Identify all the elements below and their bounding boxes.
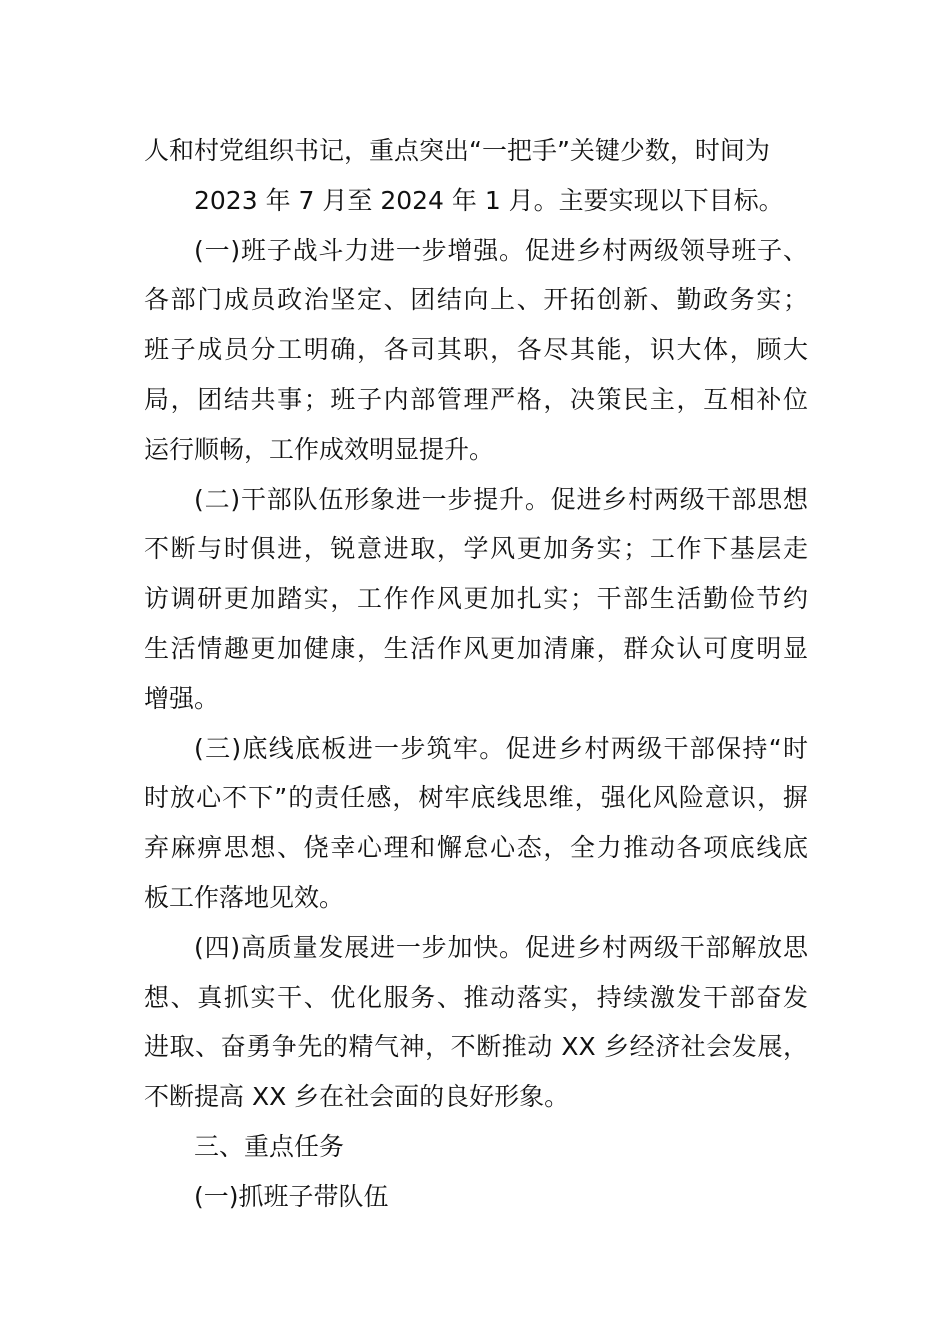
text-line: 不断提高 XX 乡在社会面的良好形象。 <box>144 1082 570 1112</box>
text-line: 班子成员分工明确，各司其职，各尽其能，识大体，顾大 <box>144 335 808 365</box>
text-line: 想、真抓实干、优化服务、推动落实，持续激发干部奋发 <box>144 982 808 1012</box>
text-line: 板工作落地见效。 <box>144 882 345 912</box>
text-line: 不断与时俱进，锐意进取，学风更加务实；工作下基层走 <box>144 534 808 564</box>
text-line: 2023 年 7 月至 2024 年 1 月。主要实现以下目标。 <box>194 185 784 215</box>
text-line: 增强。 <box>144 683 220 713</box>
subsection-heading: (一)抓班子带队伍 <box>194 1181 389 1211</box>
text-line: 弃麻痹思想、侥幸心理和懈怠心态，全力推动各项底线底 <box>144 833 808 863</box>
text-line: 访调研更加踏实，工作作风更加扎实；干部生活勤俭节约 <box>144 584 808 614</box>
text-line: (二)干部队伍形象进一步提升。促进乡村两级干部思想 <box>194 484 808 514</box>
text-line: 时放心不下”的责任感，树牢底线思维，强化风险意识，摒 <box>144 783 808 813</box>
document-body <box>144 126 808 1222</box>
text-line: (三)底线底板进一步筑牢。促进乡村两级干部保持“时 <box>194 733 808 763</box>
section-heading: 三、重点任务 <box>194 1131 345 1161</box>
text-line: (四)高质量发展进一步加快。促进乡村两级干部解放思 <box>194 932 808 962</box>
text-line: 人和村党组织书记，重点突出“一把手”关键少数，时间为 <box>144 136 770 165</box>
text-line: 各部门成员政治坚定、团结向上、开拓创新、勤政务实； <box>144 285 808 315</box>
text-line: 局，团结共事；班子内部管理严格，决策民主，互相补位 <box>144 384 808 414</box>
text-line: 运行顺畅，工作成效明显提升。 <box>144 434 495 464</box>
text-line: 生活情趣更加健康，生活作风更加清廉，群众认可度明显 <box>144 633 808 663</box>
text-line: 进取、奋勇争先的精气神，不断推动 XX 乡经济社会发展， <box>144 1032 808 1062</box>
text-line: (一)班子战斗力进一步增强。促进乡村两级领导班子、 <box>194 235 808 265</box>
